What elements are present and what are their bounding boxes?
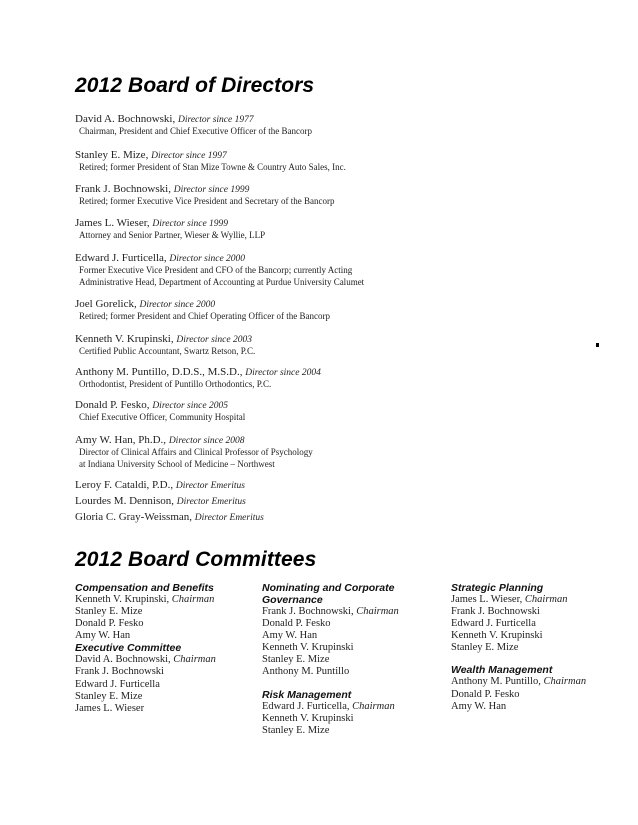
director-since: Director since 2000 xyxy=(169,254,246,264)
chair-role: Chairman xyxy=(171,594,215,605)
committee-title: Strategic Planning xyxy=(451,582,544,594)
committee-title: Nominating and Corporate xyxy=(262,582,395,594)
director-since: Director Emeritus xyxy=(194,513,264,523)
chair-role: Chairman xyxy=(352,700,395,712)
committee-column xyxy=(451,582,631,713)
director-name: Joel Gorelick, xyxy=(75,298,137,310)
emeritus-entry xyxy=(75,479,245,492)
committee-title: Wealth Management xyxy=(451,664,553,677)
committee-wealth xyxy=(451,664,631,712)
committee-member: Stanley E. Mize xyxy=(75,690,143,702)
chair-role: Chairman xyxy=(524,594,568,605)
chair-name: Edward J. Furticella, xyxy=(262,700,350,712)
chair-name: Kenneth V. Krupinski, xyxy=(75,594,170,605)
director-desc: Administrative Head, Department of Accounting at Purdue University Calumet xyxy=(79,276,365,287)
committee-member: Frank J. Bochnowski xyxy=(451,606,540,618)
director-desc: Certified Public Accountant, Swartz Retson, P.C. xyxy=(79,346,256,356)
committee-chair xyxy=(451,594,631,606)
director-since: Director since 1997 xyxy=(151,151,227,161)
chair-name: James L. Wieser, xyxy=(451,594,523,605)
committee-member: Donald P. Fesko xyxy=(451,688,520,700)
director-name: Stanley E. Mize, xyxy=(75,149,149,161)
committee-member: Kenneth V. Krupinski xyxy=(262,642,354,654)
director-name: Gloria C. Gray-Weissman, xyxy=(75,511,193,523)
director-name: Frank J. Bochnowski, xyxy=(75,183,171,195)
committee-member: Anthony M. Puntillo xyxy=(262,666,350,678)
committee-member: Kenneth V. Krupinski xyxy=(262,712,354,724)
emeritus-entry xyxy=(75,495,246,508)
committee-compensation xyxy=(75,582,255,642)
committee-member: Edward J. Furticella xyxy=(451,618,536,630)
director-since: Director since 1977 xyxy=(177,115,254,125)
director-name: Amy W. Han, Ph.D., xyxy=(75,434,167,446)
committee-member: Stanley E. Mize xyxy=(75,606,143,618)
committee-member: Amy W. Han xyxy=(75,630,131,642)
director-desc: at Indiana University School of Medicine – Northwest xyxy=(79,458,275,469)
chair-role: Chairman xyxy=(356,606,399,617)
committee-strategic xyxy=(451,582,631,654)
committee-title: Risk Management xyxy=(262,688,352,701)
committee-member: Stanley E. Mize xyxy=(262,724,330,736)
committee-member: Edward J. Furticella xyxy=(75,678,160,690)
committee-member: Stanley E. Mize xyxy=(451,642,519,654)
committee-chair xyxy=(451,676,631,688)
director-entry xyxy=(75,333,255,358)
stray-mark xyxy=(596,343,599,347)
committee-member: Frank J. Bochnowski xyxy=(75,666,164,678)
director-entry xyxy=(75,366,321,391)
director-entry xyxy=(75,298,330,323)
committee-chair xyxy=(262,606,442,618)
director-entry xyxy=(75,217,265,242)
chair-name: Frank J. Bochnowski, xyxy=(262,606,354,617)
committee-executive xyxy=(75,642,255,714)
chair-name: David A. Bochnowski, xyxy=(75,654,171,666)
director-since: Director since 2005 xyxy=(152,401,228,411)
committee-chair xyxy=(262,701,442,713)
director-since: Director Emeritus xyxy=(176,497,246,507)
director-desc: Retired; former Executive Vice President and Secretary of the Bancorp xyxy=(79,196,335,206)
committee-chair xyxy=(75,654,255,666)
directors-heading: 2012 Board of Directors xyxy=(75,74,315,97)
director-name: Lourdes M. Dennison, xyxy=(75,495,174,507)
director-entry xyxy=(75,399,245,424)
committee-title: Compensation and Benefits xyxy=(75,582,214,594)
committee-nominating xyxy=(262,582,442,679)
emeritus-entry xyxy=(75,511,264,524)
director-entry xyxy=(75,149,346,174)
committee-member: Kenneth V. Krupinski xyxy=(451,630,543,642)
director-since: Director since 2008 xyxy=(168,436,245,446)
director-since: Director since 1999 xyxy=(152,219,229,229)
director-desc: Former Executive Vice President and CFO of the Bancorp; currently Acting xyxy=(79,265,353,275)
director-name: Edward J. Furticella, xyxy=(75,252,167,264)
committee-column xyxy=(262,582,442,737)
director-name: Donald P. Fesko, xyxy=(75,399,150,411)
committee-member: Stanley E. Mize xyxy=(262,654,330,666)
director-since: Director since 2003 xyxy=(176,335,252,345)
committee-chair xyxy=(75,594,255,606)
director-entry xyxy=(75,183,334,208)
committee-risk xyxy=(262,689,442,737)
committees-heading: 2012 Board Committees xyxy=(75,548,317,571)
chair-name: Anthony M. Puntillo, xyxy=(451,676,541,688)
director-name: James L. Wieser, xyxy=(75,217,150,229)
director-desc: Director of Clinical Affairs and Clinical Professor of Psychology xyxy=(79,447,313,457)
director-entry xyxy=(75,113,312,138)
committee-column xyxy=(75,582,255,715)
director-desc: Chief Executive Officer, Community Hospital xyxy=(79,412,246,422)
director-name: Kenneth V. Krupinski, xyxy=(75,333,174,345)
director-desc: Attorney and Senior Partner, Wieser & Wyllie, LLP xyxy=(79,230,266,240)
committee-title: Executive Committee xyxy=(75,642,182,655)
director-desc: Chairman, President and Chief Executive Officer of the Bancorp xyxy=(79,126,313,136)
director-since: Director since 1999 xyxy=(173,185,250,195)
director-name: Anthony M. Puntillo, D.D.S., M.S.D., xyxy=(75,366,243,378)
director-since: Director Emeritus xyxy=(175,481,245,491)
director-since: Director since 2004 xyxy=(245,368,321,378)
chair-role: Chairman xyxy=(543,676,587,688)
committee-member: Amy W. Han xyxy=(262,630,318,642)
committee-title: Governance xyxy=(262,594,323,606)
committee-member: Amy W. Han xyxy=(451,700,507,712)
director-name: David A. Bochnowski, xyxy=(75,113,176,125)
director-name: Leroy F. Cataldi, P.D., xyxy=(75,479,174,491)
director-desc: Retired; former President and Chief Operating Officer of the Bancorp xyxy=(79,311,330,321)
chair-role: Chairman xyxy=(173,654,216,666)
director-desc: Orthodontist, President of Puntillo Orthodontics, P.C. xyxy=(79,379,272,389)
committee-member: Donald P. Fesko xyxy=(75,618,144,630)
committee-member: Donald P. Fesko xyxy=(262,618,331,630)
director-since: Director since 2000 xyxy=(139,300,216,310)
director-desc: Retired; former President of Stan Mize Towne & Country Auto Sales, Inc. xyxy=(79,162,346,172)
committee-member: James L. Wieser xyxy=(75,702,145,714)
director-entry xyxy=(75,434,313,470)
director-entry xyxy=(75,252,364,288)
